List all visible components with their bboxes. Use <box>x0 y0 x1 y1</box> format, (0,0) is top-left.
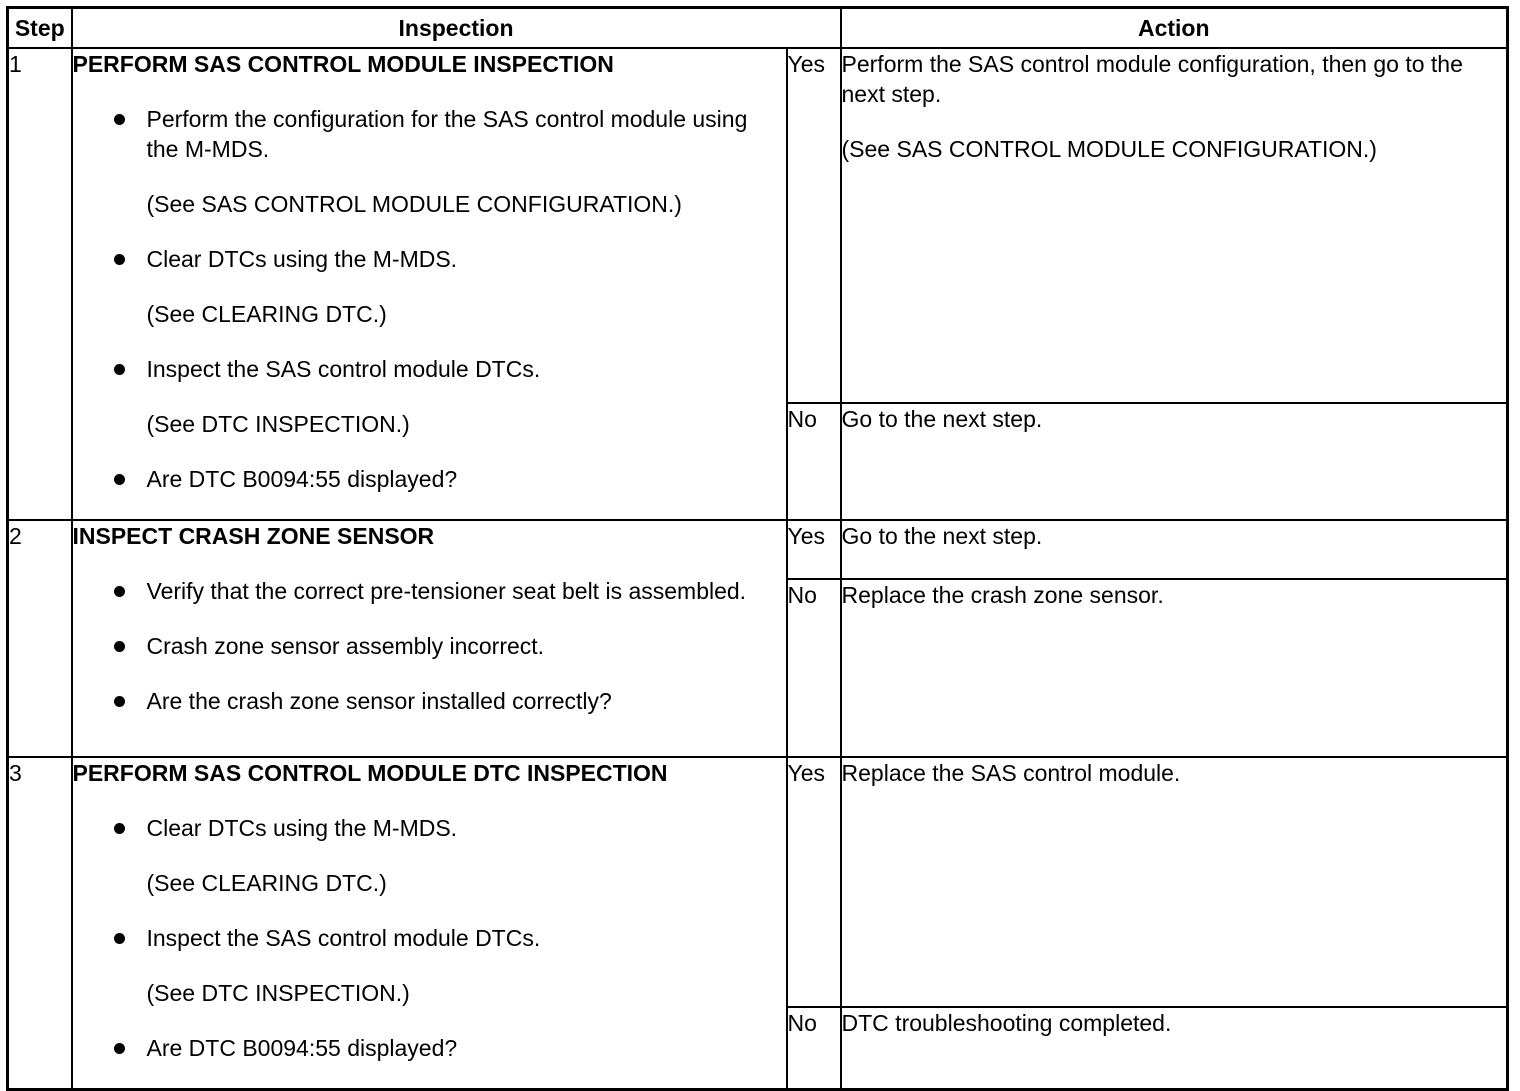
step-2-yes-row <box>8 520 1508 579</box>
step-1-yes-row <box>8 48 1508 403</box>
bullet-icon <box>114 1043 125 1054</box>
yes-action: Perform the SAS control module configuration, then go to the next step. (See SAS CONTROL MODULE CONFIGURATION.) <box>841 48 1508 403</box>
yes-label: Yes <box>787 48 841 403</box>
reference-note: (See SAS CONTROL MODULE CONFIGURATION.) <box>146 191 682 217</box>
bullet-icon <box>114 696 125 707</box>
no-action: Replace the crash zone sensor. <box>841 579 1508 757</box>
inspection-header: Inspection <box>72 8 841 49</box>
bullet-icon <box>114 933 125 944</box>
step-title: INSPECT CRASH ZONE SENSOR <box>72 523 435 549</box>
bullet-icon <box>114 364 125 375</box>
bullet-icon <box>114 474 125 485</box>
yes-label: Yes <box>787 520 841 579</box>
step-title: PERFORM SAS CONTROL MODULE INSPECTION <box>72 51 614 77</box>
bullet-icon <box>114 641 125 652</box>
troubleshooting-table <box>6 6 1509 1091</box>
bullet-icon <box>114 254 125 265</box>
step-number: 1 <box>8 48 72 520</box>
step-3-inspection <box>72 757 787 1090</box>
bullet-item: Are the crash zone sensor installed correctly? <box>147 686 786 716</box>
yes-action: Go to the next step. <box>841 520 1508 579</box>
reference-note: (See SAS CONTROL MODULE CONFIGURATION.) <box>841 136 1377 162</box>
step-2-inspection <box>72 520 787 757</box>
header-row <box>8 8 1508 49</box>
step-header: Step <box>8 8 72 49</box>
bullet-icon <box>114 823 125 834</box>
step-3-yes-row <box>8 757 1508 1007</box>
step-number: 3 <box>8 757 72 1090</box>
step-title: PERFORM SAS CONTROL MODULE DTC INSPECTION <box>72 760 668 786</box>
step-1-inspection <box>72 48 787 520</box>
reference-note: (See CLEARING DTC.) <box>146 870 387 896</box>
no-action: Go to the next step. <box>841 403 1508 521</box>
bullet-item: Verify that the correct pre-tensioner seat belt is assembled. <box>147 576 786 606</box>
action-header: Action <box>841 8 1508 49</box>
step-number: 2 <box>8 520 72 757</box>
no-label: No <box>787 579 841 757</box>
no-action: DTC troubleshooting completed. <box>841 1007 1508 1090</box>
bullet-item: Inspect the SAS control module DTCs. (See DTC INSPECTION.) <box>147 354 786 439</box>
yes-action: Replace the SAS control module. <box>841 757 1508 1007</box>
bullet-item: Inspect the SAS control module DTCs. (See DTC INSPECTION.) <box>147 923 786 1008</box>
bullet-item: Are DTC B0094:55 displayed? <box>147 1033 786 1063</box>
no-label: No <box>787 1007 841 1090</box>
bullet-icon <box>114 586 125 597</box>
bullet-item: Are DTC B0094:55 displayed? <box>147 464 786 494</box>
reference-note: (See DTC INSPECTION.) <box>146 411 410 437</box>
yes-label: Yes <box>787 757 841 1007</box>
bullet-icon <box>114 114 125 125</box>
reference-note: (See DTC INSPECTION.) <box>146 980 410 1006</box>
bullet-item: Perform the configuration for the SAS control module using the M-MDS. (See SAS CONTROL MODULE CONFIGURATION.) <box>147 104 786 219</box>
reference-note: (See CLEARING DTC.) <box>146 301 387 327</box>
bullet-item: Clear DTCs using the M-MDS. (See CLEARING DTC.) <box>147 813 786 898</box>
bullet-item: Clear DTCs using the M-MDS. (See CLEARING DTC.) <box>147 244 786 329</box>
no-label: No <box>787 403 841 521</box>
bullet-item: Crash zone sensor assembly incorrect. <box>147 631 786 661</box>
